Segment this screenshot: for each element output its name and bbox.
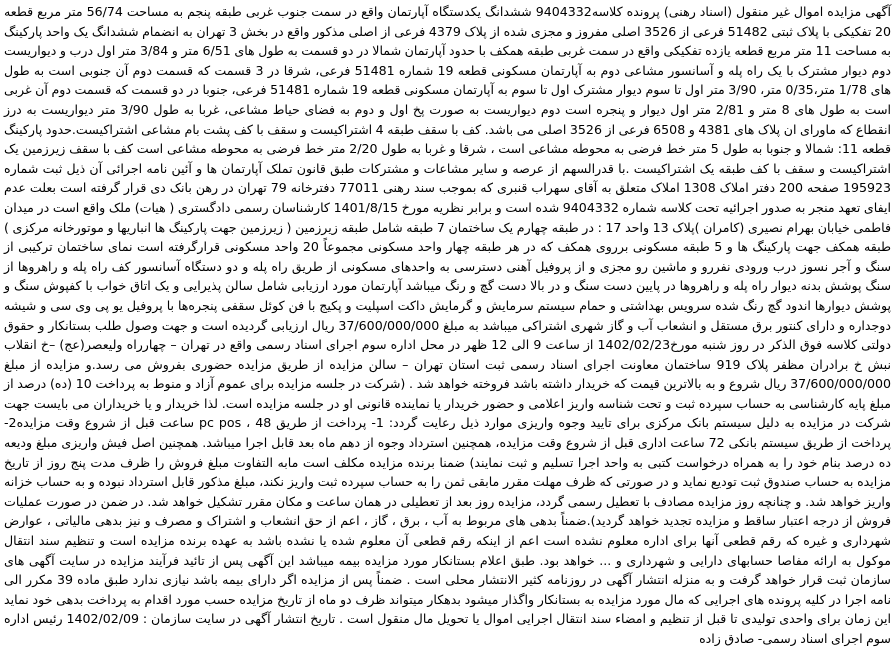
- notice-body-text: آگهی مزایده اموال غیر منقول (اسناد رهنی) پرونده کلاسه9404332 ششدانگ یکدستگاه آپارتمان واقع در سمت جنوب غربی طبقه پنجم به مساحت 56/74 متر مربع قطعه 20 تفکیکی با پلاک ثبتی 51482 فرعی از 3526 اصلی مفروز و مجزی شده از پلاک 4379 فرعی از اصلی مذکور واقع در بخش 3 تهران به انضمام ششدانگ یک واحد پارکینگ به مساحت 11 متر مربع قطعه یازده تفکیکی واقع در سمت غربی طبقه همکف با حدود آپارتمان شمالا در دو قسمت به طول های 6/51 متر و 3/84 متر اول درب و دیواریست دوم دیوار مشترک با یک راه پله و آسانسور مشاعی دوم به آپارتمان مسکونی قطعه 19 شماره 51481 فرعی، شرقا در 3 قسمت که قسمت دوم آن جنوبی است به طول های 1/78 متر،0/35 متر، 3/90 متر اول تا سوم دیوار مشترک اول تا سوم به آپارتمان مسکونی قطعه 19 شماره 51481 فرعی، جنوبا در دو قسمت که قسمت دوم آن غربی است به طول های 8 متر و 2/81 متر اول دیوار و پنجره است دوم دیواریست به صورت پخ اول و دوم به فضای حیاط مشاعی، غربا به طول 3/90 متر دیواریست به درز انقطاع که ماورای ان پلاک های 4381 و 6508 فرعی از 3526 اصلی می باشد. کف با سقف طبقه 4 اشتراکیست و سقف با کف پشت بام مشاعی اشتراکیست.حدود پارکینگ قطعه 11: شمالا و جنوبا به طول 5 متر خط فرضی به محوطه مشاعی است ، شرقا و غربا به طول 2/20 متر خط فرضی به محوطه مشاعی است کف با سقف زیرزمین یک اشتراکیست و سقف با کف طبقه یک اشتراکیست .با قدرالسهم از عرصه و سایر مشاعات و مشترکات طبق قانون تملک آپارتمان ها و آئین نامه اجرائی آن ذیل ثبت شماره 195923 صفحه 200 دفتر املاک 1308 املاک متعلق به آقای سهراب قنبری که بموجب سند رهنی 77011 دفترخانه 79 تهران در رهن بانک دی قرار گرفته است بعلت عدم ایفای تعهد منجر به صدور اجرائیه تحت کلاسه شماره 9404332 شده است و برابر نظریه مورخ 1401/8/15 کارشناسان رسمی دادگستری ( هیات) ملک واقع است در میدان فاطمی خیابان بهرام نصیری (کامران )پلاک 13 واحد 17 : در طبقه چهارم یک ساختمان 7 طبقه شامل طبقه زیرزمین ( زیرزمین جهت پارکینگ ها انباریها و موتورخانه مرکزی ) طبقه همکف جهت پارکینگ ها و 5 طبقه مسکونی برروی همکف که در هر طبقه چهار واحد مسکونی مجموعاً 20 واحد مسکونی قرارگرفته است نمای ساختمان ترکیبی از سنگ و آجر نسوز درب ورودی نفررو و ماشین رو مجزی و از پروفیل آهنی دسترسی به واحدهای مسکونی از طریق راه پله و دو دستگاه آسانسور کف راه پله و راهروها از سنگ پوشش بدنه دیوار راه پله و راهروها در پایین دست سنگ و در بالا دست گچ و رنگ میباشد آپارتمان مورد ارزیابی شامل سالن پذیرایی و یک اتاق خواب با کفپوش سنگ و پوشش دیوارها اندود گچ رنگ شده سرویس بهداشتی و حمام سیستم سرمایش و گرمایش داکت اسپلیت و پکیج با فن کوئل سقفی پنجره‌ها با پروفیل یو پی وی سی و شیشه دوجداره و دارای کنتور برق مستقل و انشعاب آب و گاز شهری اشتراکی میباشد به مبلغ 37/600/000/000 ریال ارزیابی گردیده است و جهت وصول طلب بستانکار و حقوق دولتی کلاسه فوق الذکر در روز شنبه مورخ1402/02/23 از ساعت 9 الی 12 ظهر در محل اداره سوم اجرای اسناد رسمی واقع در تهران – چهارراه ولیعصر(عج) –خ انقلاب نبش خ برادران مظفر پلاک 919 ساختمان معاونت اجرای اسناد رسمی ثبت استان تهران – سالن مزایده از طریق مزایده حضوری بفروش می رسد.و مزایده از مبلغ 37/600/000/000 ریال شروع و به بالاترین قیمت که خریدار داشته باشد فروخته خواهد شد . (شرکت در جلسه مزایده برای عموم آزاد و منوط به پرداخت 10 (ده) درصد از مبلغ پایه کارشناسی به حساب سپرده ثبت و تحت شناسه واریز اعلامی و حضور خریدار یا نماینده قانونی او در جلسه مزایده است. لذا خریدار و یا خریداران می بایست جهت شرکت در مزایده به دلیل سیستم بانک مرکزی برای تایید وجوه واریزی موارد ذیل رعایت گردد: 1- پرداخت از طریق 48 ، pc pos ساعت قبل از شروع وقت مزایده2- پرداخت از طریق سیستم بانکی 72 ساعت اداری قبل از شروع وقت مزایده، همچنین استرداد وجوه از دهم ماه بعد قابل اجرا میباشد. همچنین اصل فیش واریزی مبلغ ودیعه ده درصد بنام خود را به همراه درخواست کتبی به واحد اجرا تسلیم و ثبت نمایند) ضمنا برنده مزایده مکلف است مابه التفاوت مبلغ فروش را ظرف مدت پنج روز از تاریخ مزایده به حساب صندوق ثبت تودیع نماید و در صورتی که ظرف مهلت مقرر مابقی ثمن را به حساب سپرده ثبت واریز نکند، مبلغ مذکور قابل استرداد نبوده و به حساب خزانه واریز خواهد شد. و چنانچه روز مزایده مصادف با تعطیل رسمی گردد، مزایده روز بعد از تعطیلی در همان ساعت و مکان مقرر تشکیل خواهد شد. در ضمن در صورت عملیات فروش از درجه اعتبار ساقط و مزایده تجدید خواهد گردید).ضمناً بدهی های مربوط به آب ، برق ، گاز ، اعم از حق انشعاب و اشتراک و مصرف و نیز بدهی مالیاتی ، عوارض شهرداری و غیره که رقم قطعی آنها برای اداره معلوم نشده است اعم از اینکه رقم قطعی آن معلوم شده یا نشده باشد به عهده برنده مزایده است و تنظیم سند انتقال موکول به ارائه مفاصا حسابهای دارایی و شهرداری و ... خواهد بود. طبق اعلام بستانکار مورد مزایده بیمه میباشد این آگهی پس از تائید فرآیند مزایده در سایت آگهی های سازمان ثبت قرار خواهد گرفت و به منزله انتشار آگهی در روزنامه کثیر الانتشار محلی است . ضمناً پس از مزایده اگر دارای بیمه باشد نیازی ندارد طبق ماده 39 مکرر الی نامه اجرا در کلیه پرونده های اجرایی که مال مورد مزایده به بستانکار واگذار میشود بدهکار میتواند ظرف دو ماه از تاریخ مزایده حسب مورد اقدام به پرداخت بدهی خود نماید این زمان برای واحدی تولیدی تا قبل از تنظیم و امضاء سند انتقال اجرایی اموال یا تحویل مال منقول است . تاریخ انتشار آگهی در سایت سازمان : 1402/02/09 رئیس اداره سوم اجرای اسناد رسمی- صادق زاده: [4, 4, 892, 646]
